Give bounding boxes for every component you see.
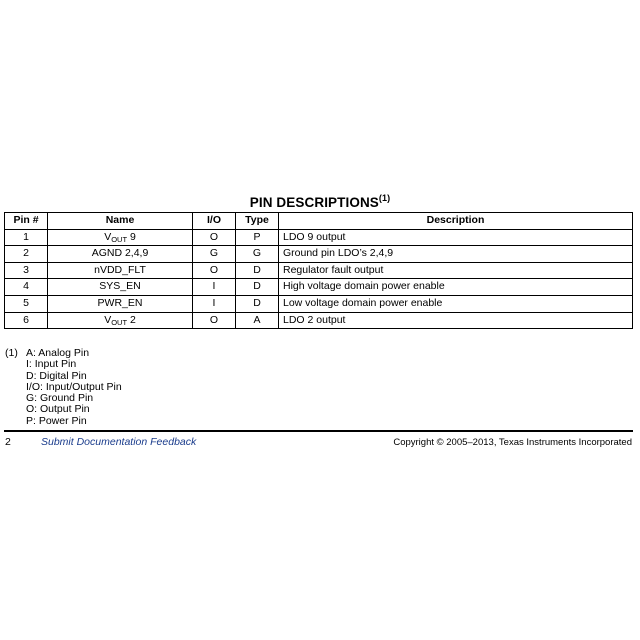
pin-io: O [193, 312, 236, 329]
footnote-ref: (1) [378, 193, 391, 203]
pin-number: 2 [5, 246, 48, 263]
pin-number: 1 [5, 229, 48, 246]
footnote-marker: (1) [5, 347, 18, 359]
table-row [5, 246, 633, 263]
pin-description: Ground pin LDO’s 2,4,9 [279, 246, 633, 263]
pin-type: G [236, 246, 279, 263]
pin-name: PWR_EN [48, 295, 193, 312]
table-header-row [5, 213, 633, 230]
footnote-item: I/O: Input/Output Pin [26, 380, 122, 393]
table-row [5, 279, 633, 296]
pin-number: 3 [5, 262, 48, 279]
table-row [5, 229, 633, 246]
pin-number: 4 [5, 279, 48, 296]
pin-io: O [193, 262, 236, 279]
pin-name: SYS_EN [48, 279, 193, 296]
pin-description: Low voltage domain power enable [279, 295, 633, 312]
pin-descriptions-table [4, 212, 633, 329]
pin-type: D [236, 262, 279, 279]
footnote-item: P: Power Pin [26, 414, 87, 427]
header-name: Name [48, 213, 193, 230]
pin-io: O [193, 229, 236, 246]
table-row [5, 312, 633, 329]
copyright-text: Copyright © 2005–2013, Texas Instruments Incorporated [393, 437, 632, 448]
pin-type: D [236, 295, 279, 312]
pin-type: D [236, 279, 279, 296]
header-description: Description [279, 213, 633, 230]
footnote-item: A: Analog Pin [26, 347, 90, 359]
pin-type: P [236, 229, 279, 246]
footnote-item: D: Digital Pin [26, 369, 87, 382]
footer-divider [4, 430, 633, 432]
footnote-item: I: Input Pin [26, 358, 77, 371]
table-row [5, 262, 633, 279]
pin-name: AGND 2,4,9 [48, 246, 193, 263]
pin-io: I [193, 279, 236, 296]
footnote-item: G: Ground Pin [26, 392, 94, 405]
pin-description: High voltage domain power enable [279, 279, 633, 296]
pin-description: LDO 2 output [279, 312, 633, 329]
pin-type: A [236, 312, 279, 329]
pin-number: 6 [5, 312, 48, 329]
table-title-text: PIN DESCRIPTIONS [249, 195, 379, 210]
footnote-item: O: Output Pin [26, 403, 90, 416]
footnote [5, 348, 122, 427]
page-number: 2 [5, 436, 11, 448]
pin-description: Regulator fault output [279, 262, 633, 279]
pin-number: 5 [5, 295, 48, 312]
header-io: I/O [193, 213, 236, 230]
pin-name: nVDD_FLT [48, 262, 193, 279]
pin-io: I [193, 295, 236, 312]
pin-name: VOUT 9 [48, 229, 193, 246]
pin-io: G [193, 246, 236, 263]
pin-name: VOUT 2 [48, 312, 193, 329]
header-type: Type [236, 213, 279, 230]
pin-description: LDO 9 output [279, 229, 633, 246]
table-row [5, 295, 633, 312]
table-title [0, 195, 640, 210]
submit-feedback-link[interactable]: Submit Documentation Feedback [41, 436, 197, 448]
header-pin: Pin # [5, 213, 48, 230]
